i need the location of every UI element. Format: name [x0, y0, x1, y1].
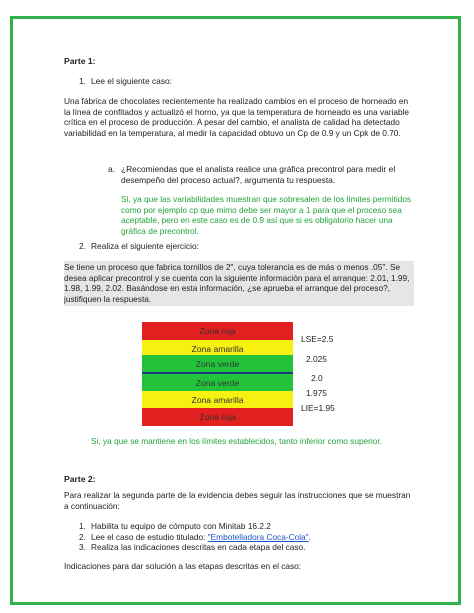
question-text: [121, 164, 421, 186]
label-lie: LIE=1.95: [301, 403, 335, 413]
exercise-line: justifiquen la respuesta.: [64, 294, 152, 305]
case-study-link[interactable]: "Embotelladora Coca-Cola": [207, 531, 309, 542]
case-line: variabilidad en la temperatura, al medir la capacidad obtuvo un Cp de 0.9 y un Cpk de 0.70.: [64, 127, 401, 138]
step-number: 3.: [79, 542, 86, 552]
step-number: 2.: [79, 531, 86, 542]
footer-instructions: Indicaciones para dar solución a las etapas descritas en el caso:: [64, 561, 302, 571]
item1-text: Lee el siguiente caso:: [91, 76, 173, 86]
steps-list: [79, 521, 311, 553]
intro-line: Para realizar la segunda parte de la evidencia debes seguir las instrucciones que se muestran: [64, 490, 411, 500]
case-line: Una fábrica de chocolates recientemente ha realizado cambios en el proceso de horneado en: [64, 96, 409, 106]
exercise-line: Se tiene un proceso que fabrica tornillos de 2", cuya tolerancia es de más o menos .05". Se: [64, 262, 401, 272]
step-3: [79, 542, 311, 553]
label-lower-precontrol: 1.975: [306, 388, 327, 398]
item2-number: 2.: [79, 241, 86, 251]
answer-paragraph: [121, 194, 421, 236]
label-center: 2.0: [311, 373, 323, 383]
step-text: Habilita tu equipo de cómputo con Minitab 16.2.2: [91, 521, 271, 531]
parte2-intro: [64, 490, 414, 511]
exercise-line: 1.98, 1.99, 2.02. Basándose en esta información, ¿se aprueba el arranque del proceso?,: [64, 283, 391, 294]
case-line: la línea de confitados y actualizó el horno, ya que la temperatura de horneado es una variable: [64, 106, 410, 117]
zone-red-lower: Zona roja: [142, 408, 293, 426]
case-line: crítica en el proceso de producción. A pesar del cambio, el analista de calidad ha detectado: [64, 117, 400, 128]
exercise-paragraph: [64, 261, 414, 306]
step-text-end: .: [308, 531, 311, 542]
case-paragraph: [64, 96, 414, 138]
intro-line: a continuación:: [64, 500, 120, 511]
zone-green-lower: Zona verde: [142, 374, 293, 392]
parte2-heading: Parte 2:: [64, 474, 96, 484]
item1-number: 1.: [79, 76, 86, 86]
zone-red-upper: Zona roja: [142, 322, 293, 340]
conclusion-text: Si, ya que se mantiene en los límites establecidos, tanto inferior como superior.: [91, 436, 383, 446]
item2-text: Realiza el siguiente ejercicio:: [91, 241, 199, 251]
answer-line: aceptable, pero en este caso es de 0.9 así que si es obligatorio hacer una: [121, 215, 393, 226]
answer-line: gráfica de precontrol.: [121, 225, 199, 236]
question-line: desempeño del proceso actual?, argumenta tu respuesta.: [121, 175, 336, 185]
label-upper-precontrol: 2.025: [306, 354, 327, 364]
answer-line: como por ejemplo cp que mimo debe ser mayor a 1 para que el proceso sea: [121, 204, 402, 215]
answer-line: Si, ya que las variabilidades muestran que sobresalen de los límites permitidos: [121, 194, 412, 204]
step-text: Realiza las indicaciones descritas en cada etapa del caso.: [91, 542, 306, 552]
exercise-line: desea aplicar precontrol y se cuenta con la siguiente información para el arranque: 2.01, 1.99,: [64, 272, 410, 283]
zone-yellow-upper: Zona amarilla: [142, 340, 293, 358]
parte1-heading: Parte 1:: [64, 56, 96, 66]
zone-yellow-lower: Zona amarilla: [142, 391, 293, 409]
label-lse: LSE=2.5: [301, 334, 334, 344]
step-2: [79, 532, 311, 543]
step-text: Lee el caso de estudio titulado:: [91, 531, 208, 542]
zone-green-upper: Zona verde: [142, 355, 293, 373]
question-line: ¿Recomiendas que el analista realice una gráfica precontrol para medir el: [121, 164, 396, 174]
step-number: 1.: [79, 521, 86, 531]
question-letter: a.: [108, 164, 115, 174]
step-1: [79, 521, 311, 532]
